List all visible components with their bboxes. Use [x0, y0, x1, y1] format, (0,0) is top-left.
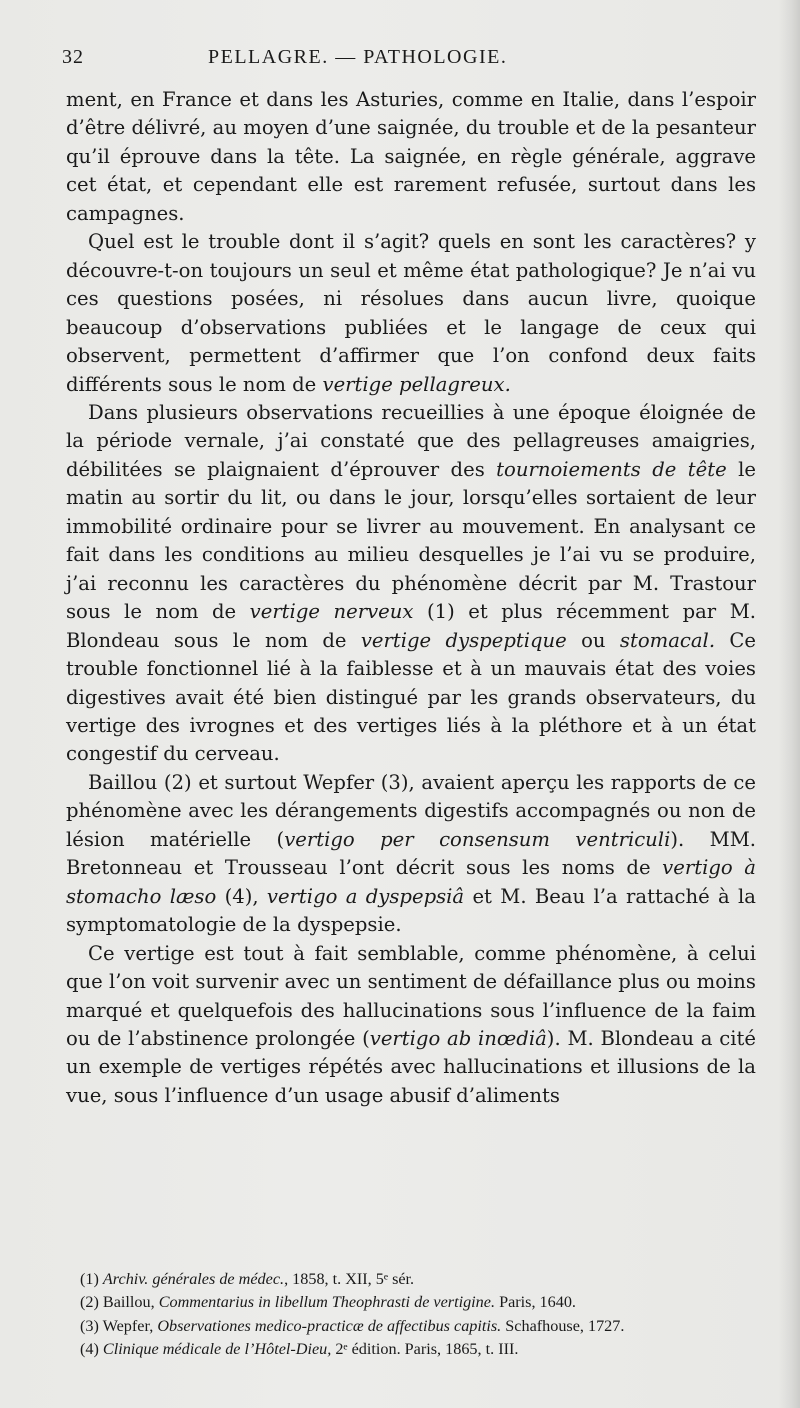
text-run: le matin au sortir du lit, ou dans le jour, lorsqu’elles sortaient de leur immobilité ordinaire pour se livrer au mouvement. En analysant ce fait dans les conditions au milieu desquelles je l’ai vu se produire, j’ai reconnu les caractères du phénomène décrit par M. Trastour sous le nom de	[66, 457, 757, 624]
italic-text-run: vertige pellagreux.	[322, 372, 511, 396]
text-run: (4)	[80, 1340, 103, 1359]
text-run: (4),	[216, 884, 267, 908]
text-run: Dans plusieurs observations recueillies à une époque éloignée de la période vernale, j’ai constaté que des pellagreuses amaigries, débilitées se plaignaient d’éprouver des	[66, 400, 756, 481]
page-number: 32	[62, 46, 84, 68]
text-run: Schafhouse, 1727.	[501, 1316, 625, 1335]
italic-text-run: vertigo ab inœdiâ	[369, 1026, 547, 1050]
italic-text-run: stomacal.	[619, 628, 716, 652]
text-run: (1) et plus récemment par M. Blondeau sous le nom de	[66, 600, 756, 652]
italic-text-run: Clinique médicale de l’Hôtel-Dieu,	[102, 1340, 332, 1359]
italic-text-run: Commentarius in libellum Theophrasti de vertigine.	[158, 1293, 496, 1312]
paragraph	[66, 769, 756, 940]
text-run: ou	[566, 628, 620, 652]
italic-text-run: vertige nerveux	[249, 600, 414, 624]
paragraph	[66, 86, 756, 228]
italic-text-run: vertige dyspeptique	[360, 628, 567, 652]
footnote	[66, 1315, 756, 1338]
text-run: (2) Baillou,	[80, 1293, 159, 1312]
body-text	[66, 86, 756, 1110]
text-run: Ce trouble fonctionnel lié à la faiblesse et à un mauvais état des voies digestives avait été bien distingué par les grands observateurs, du vertige des ivrognes et des vertiges liés à la pléthore et à un état congestif du cerveau.	[66, 628, 756, 766]
footnote	[66, 1268, 756, 1291]
italic-text-run: vertigo per consensum ventriculi	[284, 827, 671, 851]
text-run: ment, en France et dans les Asturies, comme en Italie, dans l’espoir d’être délivré, au moyen d’une saignée, du trouble et de la pesanteur qu’il éprouve dans la tête. La saignée, en règle générale, aggrave cet état, et cependant elle est rarement refusée, surtout dans les campagnes.	[66, 88, 756, 225]
text-run: , 1858, t. XII, 5ᵉ sér.	[284, 1270, 415, 1288]
footnote	[66, 1291, 756, 1314]
italic-text-run: vertigo à stomacho læso	[66, 856, 756, 908]
text-run: 2ᵉ édition. Paris, 1865, t. III.	[331, 1340, 519, 1359]
text-run: Quel est le trouble dont il s’agit? quels en sont les caractères? y découvre-t-on toujours un seul et même état pathologique? Je n’ai vu ces questions posées, ni résolues dans aucun livre, quoique beaucoup d’observations publiées et le langage de ceux qui observent, permettent d’affirmer que l’on confond deux faits différents sous le nom de	[66, 230, 756, 396]
text-run: ). MM. Bretonneau et Trousseau l’ont décrit sous les noms de	[66, 827, 756, 880]
italic-text-run: Archiv. générales de médec.	[102, 1270, 285, 1288]
italic-text-run: Observationes medico-practicæ de affectibus capitis.	[157, 1316, 502, 1335]
text-run: Ce vertige est tout à fait semblable, comme phénomène, à celui que l’on voit survenir avec un sentiment de défaillance plus ou moins marqué et quelquefois des hallucinations sous l’influence de la faim ou de l’abstinence prolongée (	[66, 941, 756, 1050]
footnotes	[66, 1268, 756, 1362]
running-title: PELLAGRE. — PATHOLOGIE.	[208, 46, 508, 68]
footnote	[66, 1338, 756, 1361]
text-run: (1)	[80, 1270, 103, 1288]
italic-text-run: vertigo a dyspepsiâ	[266, 884, 465, 908]
italic-text-run: tournoiements de tête	[496, 457, 727, 481]
text-run: ). M. Blondeau a cité un exemple de vertiges répétés avec hallucinations et illusions de la vue, sous l’influence d’un usage abusif d’aliments	[66, 1026, 756, 1107]
paragraph	[66, 228, 756, 399]
paragraph	[66, 399, 756, 769]
running-head	[62, 46, 754, 76]
page-edge-shadow	[778, 0, 800, 1408]
text-run: (3) Wepfer,	[80, 1316, 158, 1335]
paragraph	[66, 940, 756, 1111]
text-run: Baillou (2) et surtout Wepfer (3), avaient aperçu les rapports de ce phénomène avec les dérangements digestifs accompagnés ou non de lésion matérielle (	[66, 770, 756, 851]
text-run: Paris, 1640.	[495, 1293, 576, 1312]
text-run: et M. Beau l’a rattaché à la symptomatologie de la dyspepsie.	[66, 884, 756, 937]
